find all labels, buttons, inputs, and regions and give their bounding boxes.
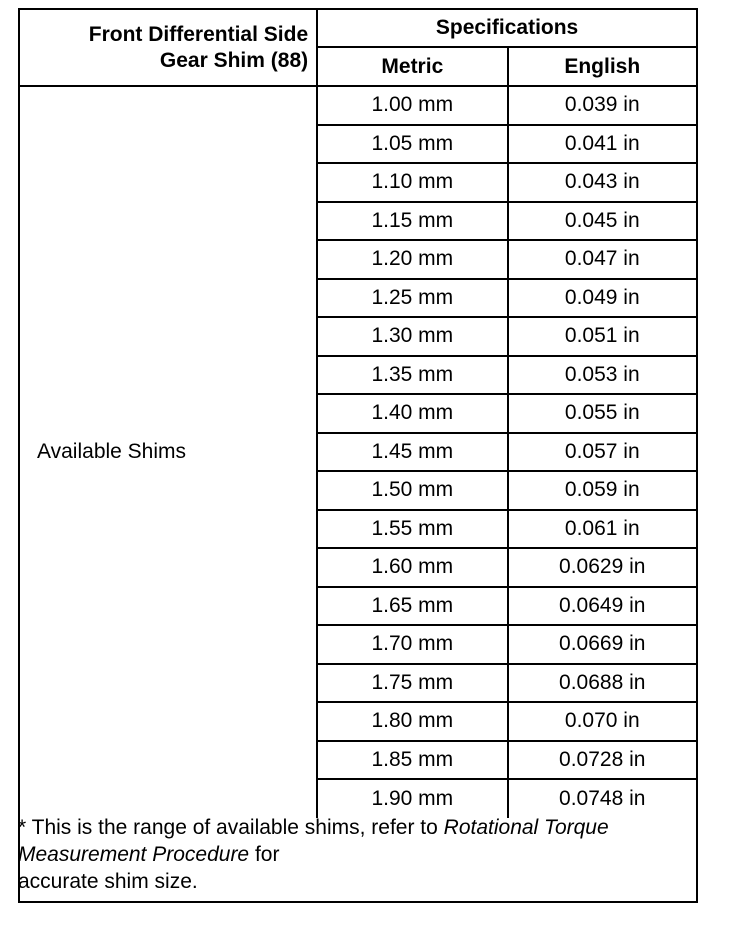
footnote-procedure-reference: Rotational Torque Measurement Procedure	[18, 816, 609, 866]
english-cell: 0.059 in	[508, 471, 696, 510]
english-cell: 0.045 in	[508, 202, 696, 241]
metric-cell: 1.00 mm	[317, 86, 507, 125]
english-cell: 0.0629 in	[508, 548, 696, 587]
english-cell: 0.041 in	[508, 125, 696, 164]
metric-cell: 1.60 mm	[317, 548, 507, 587]
english-cell: 0.055 in	[508, 394, 696, 433]
english-cell: 0.0649 in	[508, 587, 696, 626]
footnote	[18, 814, 668, 895]
metric-cell: 1.75 mm	[317, 664, 507, 703]
english-cell: 0.039 in	[508, 86, 696, 125]
english-cell: 0.0748 in	[508, 779, 696, 818]
footnote-text-for: for	[249, 843, 280, 866]
metric-cell: 1.80 mm	[317, 702, 507, 741]
english-cell: 0.0669 in	[508, 625, 696, 664]
metric-cell: 1.90 mm	[317, 779, 507, 818]
english-cell: 0.049 in	[508, 279, 696, 318]
row-label-available-shims: Available Shims	[20, 86, 317, 818]
metric-cell: 1.15 mm	[317, 202, 507, 241]
metric-header: Metric	[317, 47, 507, 86]
table-body	[20, 86, 696, 818]
metric-cell: 1.70 mm	[317, 625, 507, 664]
metric-cell: 1.05 mm	[317, 125, 507, 164]
table-title-line2: Gear Shim (88)	[159, 48, 309, 72]
english-cell: 0.070 in	[508, 702, 696, 741]
metric-cell: 1.55 mm	[317, 510, 507, 549]
english-cell: 0.0728 in	[508, 741, 696, 780]
metric-cell: 1.20 mm	[317, 240, 507, 279]
english-cell: 0.043 in	[508, 163, 696, 202]
metric-cell: 1.85 mm	[317, 741, 507, 780]
metric-cell: 1.50 mm	[317, 471, 507, 510]
table-title-line1: Front Differential Side	[88, 22, 309, 46]
english-cell: 0.0688 in	[508, 664, 696, 703]
table-title	[20, 10, 317, 86]
metric-cell: 1.35 mm	[317, 356, 507, 395]
metric-cell: 1.45 mm	[317, 433, 507, 472]
english-cell: 0.057 in	[508, 433, 696, 472]
english-cell: 0.047 in	[508, 240, 696, 279]
metric-cell: 1.10 mm	[317, 163, 507, 202]
metric-cell: 1.65 mm	[317, 587, 507, 626]
english-cell: 0.051 in	[508, 317, 696, 356]
english-cell: 0.053 in	[508, 356, 696, 395]
english-cell: 0.061 in	[508, 510, 696, 549]
specifications-header: Specifications	[317, 10, 696, 47]
spec-table-frame	[18, 8, 698, 903]
table-row	[20, 86, 696, 125]
metric-cell: 1.30 mm	[317, 317, 507, 356]
metric-cell: 1.40 mm	[317, 394, 507, 433]
footnote-line3: accurate shim size.	[18, 870, 198, 893]
shim-spec-table	[20, 10, 696, 818]
metric-cell: 1.25 mm	[317, 279, 507, 318]
english-header: English	[508, 47, 696, 86]
footnote-text: * This is the range of available shims, refer to	[18, 816, 444, 839]
